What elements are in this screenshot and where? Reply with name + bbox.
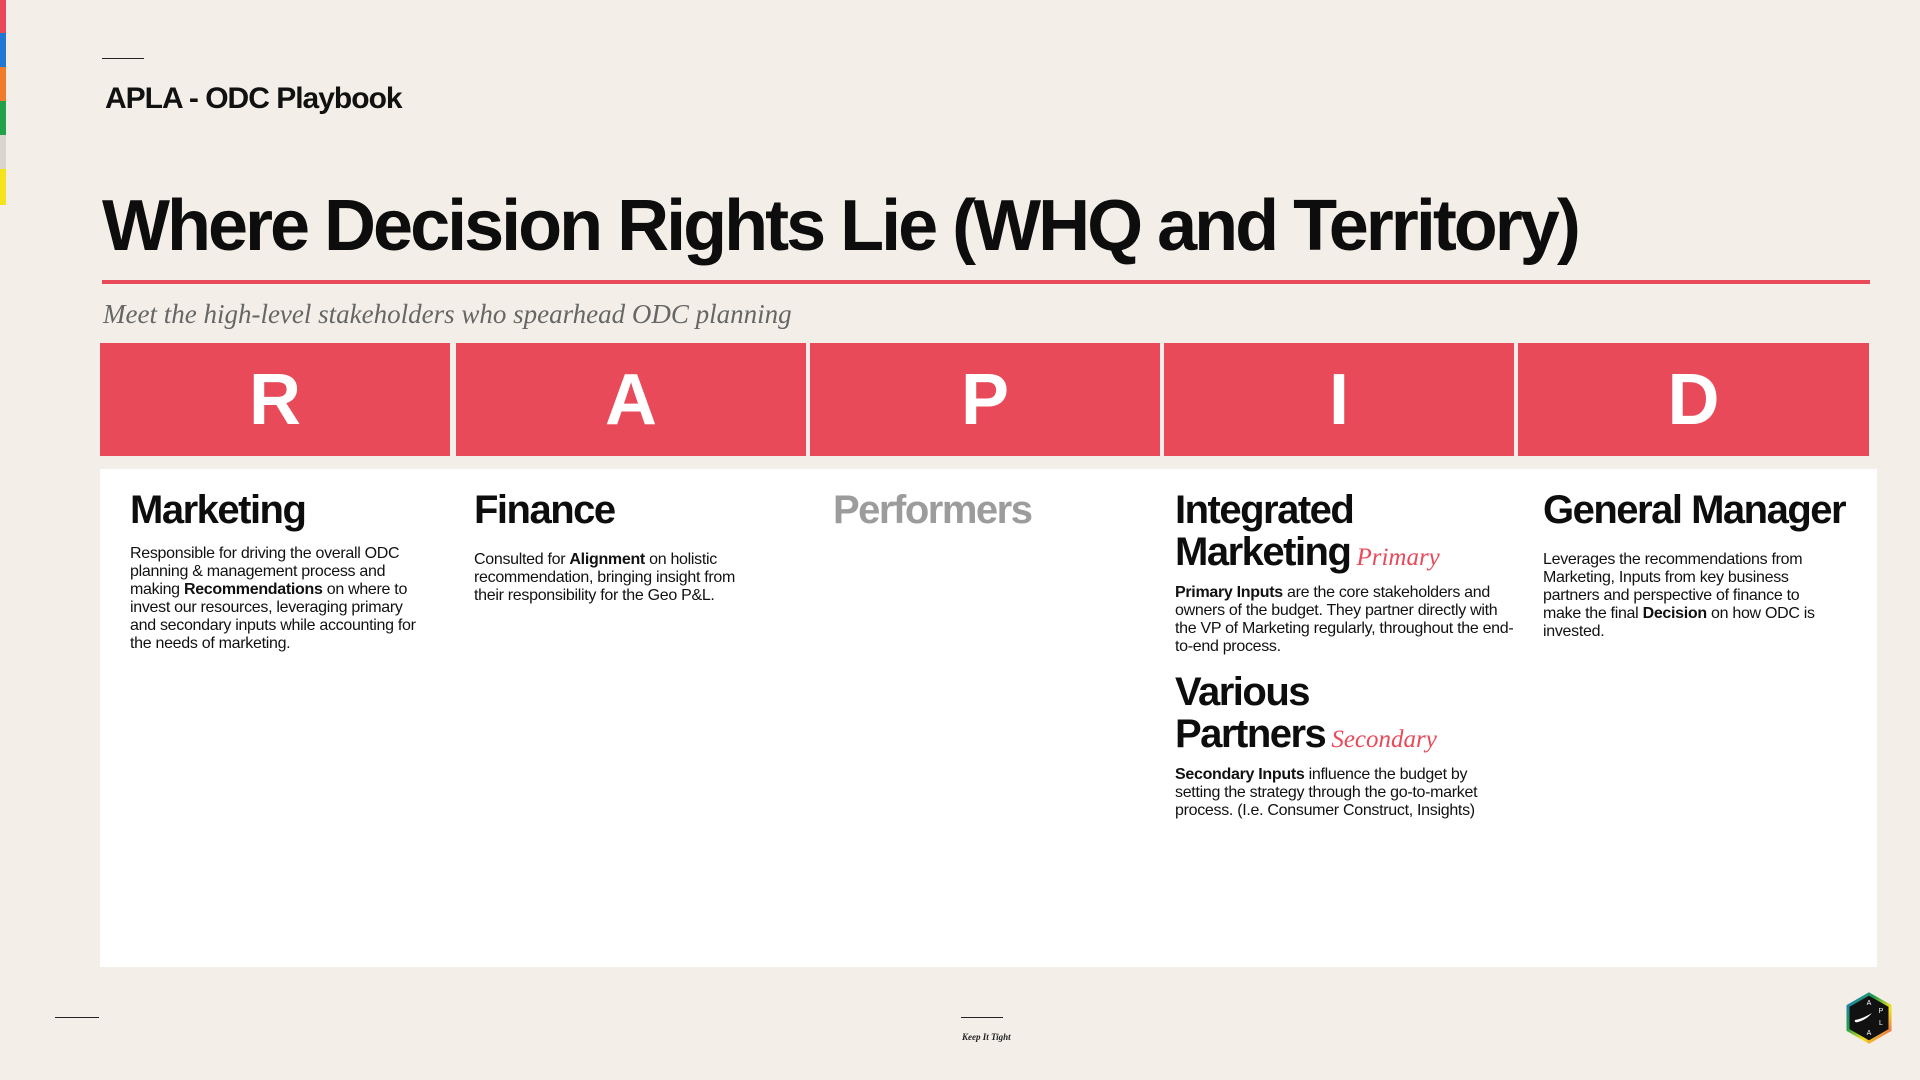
color-stripe-orange bbox=[0, 67, 6, 101]
apla-logo bbox=[1846, 992, 1892, 1044]
desc-bold: Primary Inputs bbox=[1175, 584, 1283, 601]
title-text: Partners bbox=[1175, 712, 1326, 756]
desc-bold: Recommendations bbox=[183, 581, 323, 598]
column-desc-secondary-inputs bbox=[1175, 766, 1515, 820]
color-stripe-grey bbox=[0, 135, 6, 169]
rapid-cell-a: A bbox=[456, 343, 806, 456]
desc-text: influence the budget by setting the strategy through the go-to-market process. (I.e. Consumer Construct, Insights) bbox=[1175, 766, 1478, 819]
desc-text: on holistic recommendation, bringing insight from their responsibility for the Geo P&L. bbox=[474, 551, 736, 604]
color-stripe-blue bbox=[0, 33, 6, 67]
logo-letter: A bbox=[1866, 1000, 1872, 1007]
footer-rule-center bbox=[961, 1017, 1003, 1018]
page-title: Where Decision Rights Lie (WHQ and Territory) bbox=[102, 186, 1578, 266]
header-rule bbox=[102, 58, 144, 59]
column-desc-marketing bbox=[130, 545, 420, 653]
desc-text: Responsible for driving the overall ODC planning & management process and making bbox=[130, 545, 400, 598]
rapid-cell-p: P bbox=[810, 343, 1160, 456]
title-line bbox=[1175, 713, 1437, 761]
column-title-integrated-marketing bbox=[1175, 489, 1440, 579]
footer-rule-left bbox=[55, 1017, 99, 1018]
rapid-cell-r: R bbox=[100, 343, 450, 456]
color-stripe-red bbox=[0, 0, 6, 33]
desc-text: are the core stakeholders and owners of the budget. They partner directly with the VP of Marketing regularly, throughout the end-to-end process. bbox=[1175, 584, 1514, 655]
column-title-various-partners bbox=[1175, 671, 1437, 761]
desc-text: Leverages the recommendations from Marketing, Inputs from key business partners and perspective of finance to make the final bbox=[1543, 551, 1803, 622]
rapid-cell-i: I bbox=[1164, 343, 1514, 456]
logo-letter: A bbox=[1866, 1030, 1872, 1037]
title-text: Marketing bbox=[1175, 530, 1351, 574]
column-desc-finance bbox=[474, 551, 764, 605]
column-title-general-manager: General Manager bbox=[1543, 488, 1846, 532]
column-title-performers: Performers bbox=[833, 488, 1032, 532]
title-line: Various bbox=[1175, 670, 1310, 714]
secondary-tag: Secondary bbox=[1331, 726, 1437, 753]
footer-text: Keep It Tight bbox=[962, 1032, 1011, 1042]
header-title: APLA - ODC Playbook bbox=[105, 82, 402, 115]
primary-tag: Primary bbox=[1356, 544, 1440, 571]
column-desc-general-manager bbox=[1543, 551, 1833, 641]
color-stripe-green bbox=[0, 101, 6, 135]
desc-bold: Decision bbox=[1642, 605, 1707, 622]
title-rule bbox=[102, 280, 1870, 284]
desc-text: on where to invest our resources, leveraging primary and secondary inputs while accounting for the needs of marketing. bbox=[130, 581, 416, 652]
title-line: Integrated bbox=[1175, 488, 1354, 532]
page-subtitle: Meet the high-level stakeholders who spearhead ODC planning bbox=[103, 299, 792, 329]
column-title-finance: Finance bbox=[474, 488, 615, 532]
logo-letter: P bbox=[1878, 1008, 1884, 1015]
color-stripe-yellow bbox=[0, 169, 6, 205]
desc-text: Consulted for bbox=[474, 551, 570, 568]
title-line bbox=[1175, 531, 1440, 579]
rapid-bar bbox=[100, 343, 1869, 456]
logo-letter: L bbox=[1879, 1020, 1883, 1027]
column-title-marketing: Marketing bbox=[130, 488, 306, 532]
content-panel bbox=[100, 469, 1877, 967]
rapid-cell-d: D bbox=[1518, 343, 1869, 456]
desc-text: on how ODC is invested. bbox=[1543, 605, 1815, 640]
column-desc-primary-inputs bbox=[1175, 584, 1515, 656]
desc-bold: Secondary Inputs bbox=[1175, 766, 1305, 783]
desc-bold: Alignment bbox=[569, 551, 645, 568]
